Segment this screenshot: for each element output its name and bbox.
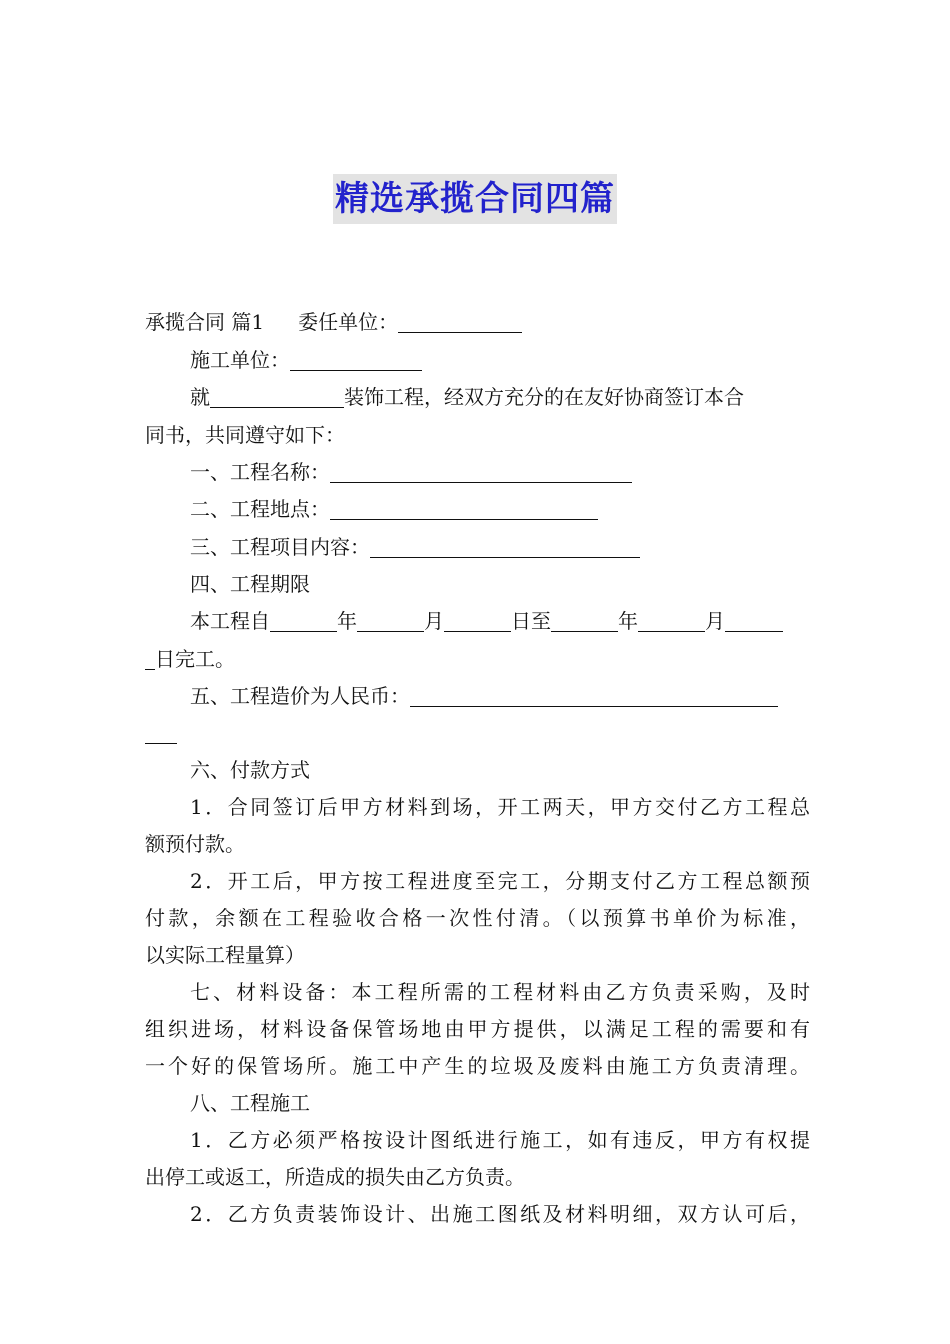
client-label: 委任单位： [298, 310, 399, 334]
day-to-label: 日至 [511, 609, 551, 633]
period-start-text: 本工程自 [190, 609, 270, 633]
item-location-label: 二、工程地点： [190, 497, 330, 521]
price-line-2 [145, 718, 810, 748]
end-day-blank-b [145, 647, 155, 670]
end-month-blank [638, 609, 705, 632]
construction-heading: 八、工程施工 [190, 1091, 310, 1115]
builder-blank [290, 348, 422, 371]
start-month-blank [357, 609, 424, 632]
item-content-label: 三、工程项目内容： [190, 535, 370, 559]
end-year-blank [551, 609, 618, 632]
builder-label: 施工单位： [190, 348, 290, 372]
document-title-wrap [0, 174, 950, 224]
payment-2-line-1: 2．开工后，甲方按工程进度至完工，分期支付乙方工程总额预 [190, 869, 810, 893]
month-label-2: 月 [705, 609, 725, 633]
construction-1-line-2: 出停工或返工，所造成的损失由乙方负责。 [145, 1165, 525, 1189]
payment-2-line-2: 付款，余额在工程验收合格一次性付清。（以预算书单价为标准， [145, 906, 810, 930]
payment-2-line-3: 以实际工程量算） [145, 943, 305, 967]
materials-line-2: 组织进场，材料设备保管场地由甲方提供，以满足工程的需要和有 [145, 1017, 810, 1041]
intro-line-2: 同书，共同遵守如下： [145, 423, 345, 447]
builder-line [190, 345, 810, 375]
document-title: 精选承揽合同四篇 [333, 174, 617, 224]
end-day-blank-a [725, 609, 783, 632]
section-heading: 承揽合同 篇1 [145, 310, 265, 334]
item-content-line [190, 532, 810, 562]
year-label: 年 [337, 609, 357, 633]
intro-prefix: 就 [190, 385, 210, 409]
item-period-heading: 四、工程期限 [190, 572, 310, 596]
intro-line-1 [190, 382, 810, 412]
year-label-2: 年 [618, 609, 638, 633]
item-location-line [190, 494, 810, 524]
item-location-blank [330, 497, 598, 520]
start-day-blank [444, 609, 511, 632]
project-blank [210, 385, 344, 408]
period-end-text: 日完工。 [155, 647, 235, 671]
materials-line-1: 七、材料设备：本工程所需的工程材料由乙方负责采购，及时 [190, 980, 810, 1004]
item-name-blank [330, 460, 632, 483]
period-line-2 [145, 644, 810, 674]
item-name-label: 一、工程名称： [190, 460, 330, 484]
month-label: 月 [424, 609, 444, 633]
contract-header-line [145, 307, 810, 337]
start-year-blank [270, 609, 337, 632]
payment-1-line-2: 额预付款。 [145, 832, 245, 856]
payment-heading: 六、付款方式 [190, 758, 310, 782]
payment-1-line-1: 1．合同签订后甲方材料到场，开工两天，甲方交付乙方工程总 [190, 795, 810, 819]
period-line-1 [190, 606, 810, 636]
materials-line-3: 一个好的保管场所。施工中产生的垃圾及废料由施工方负责清理。 [145, 1054, 810, 1078]
item-price-line [190, 681, 810, 711]
item-content-blank [370, 535, 640, 558]
price-blank-b [145, 721, 177, 744]
item-name-line [190, 457, 810, 487]
construction-1-line-1: 1．乙方必须严格按设计图纸进行施工，如有违反，甲方有权提 [190, 1128, 810, 1152]
intro-line1-text: 装饰工程，经双方充分的在友好协商签订本合 [344, 385, 744, 409]
construction-2-line-1: 2．乙方负责装饰设计、出施工图纸及材料明细，双方认可后， [190, 1202, 810, 1226]
price-blank-a [410, 684, 778, 707]
item-price-label: 五、工程造价为人民币： [190, 684, 410, 708]
client-blank [398, 310, 522, 333]
